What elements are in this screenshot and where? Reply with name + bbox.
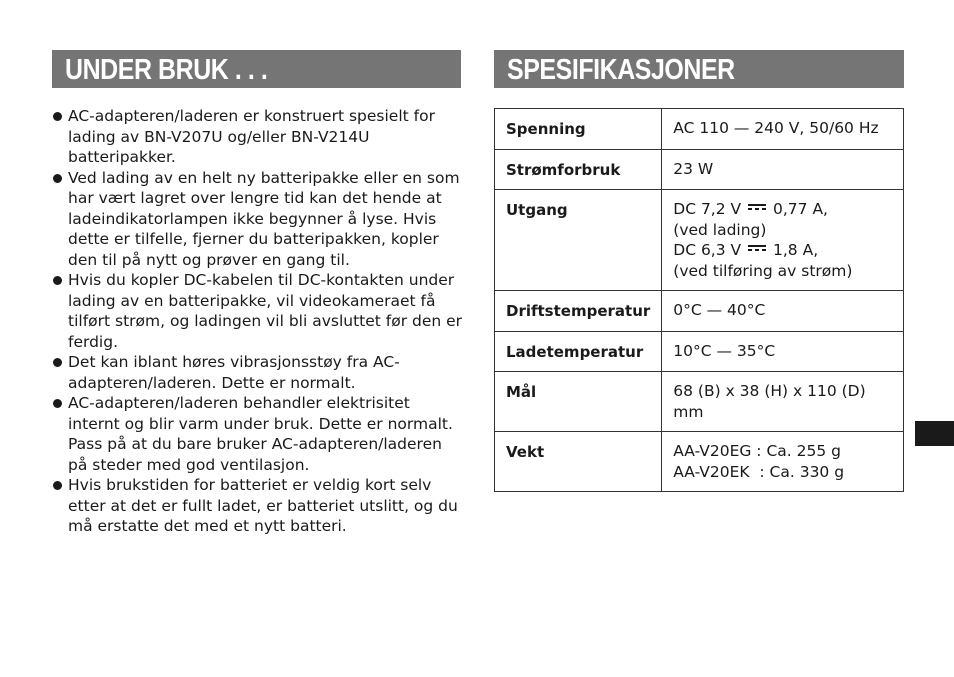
utgang-current-2: 1,8 A, — [773, 241, 819, 259]
spec-label-vekt: Vekt — [495, 432, 662, 492]
table-row — [495, 190, 904, 291]
spec-label-driftstemperatur: Driftstemperatur — [495, 291, 662, 332]
utgang-line-4: (ved tilføring av strøm) — [673, 261, 853, 280]
usage-notes-list — [52, 106, 464, 537]
vekt-line-1: AA-V20EG : Ca. 255 g — [673, 442, 841, 460]
bullet-dot-icon — [53, 399, 62, 408]
vekt-line-2: AA-V20EK : Ca. 330 g — [673, 462, 845, 481]
utgang-line-2: (ved lading) — [673, 220, 767, 239]
list-item — [52, 106, 464, 168]
utgang-line-1 — [673, 199, 892, 220]
bullet-dot-icon — [53, 481, 62, 490]
spec-label-mal: Mål — [495, 372, 662, 432]
spec-label-stromforbruk: Strømforbruk — [495, 149, 662, 190]
table-row — [495, 331, 904, 372]
table-row — [495, 432, 904, 492]
spec-value-ladetemperatur: 10°C — 35°C — [662, 331, 904, 372]
table-row — [495, 291, 904, 332]
list-item-text: Ved lading av en helt ny batteripakke eller en som har vært lagret over lengre tid kan det hende at ladeindikatorlampen ikke begynner å lyse. Hvis dette er tilfelle, fjerner du batteripakken, kopler den til på nytt og prøver en gang til. — [68, 168, 460, 269]
spec-value-vekt — [662, 432, 904, 492]
utgang-line-3 — [673, 240, 892, 261]
spec-table — [494, 108, 904, 492]
bullet-dot-icon — [53, 174, 62, 183]
bullet-dot-icon — [53, 276, 62, 285]
list-item-text: AC-adapteren/laderen behandler elektrisitet internt og blir varm under bruk. Dette er normalt. Pass på at du bare bruker AC-adapteren/laderen på steder med god ventilasjon. — [68, 394, 453, 474]
section-tab-marker — [915, 421, 954, 446]
table-row — [495, 109, 904, 150]
heading-under-bruk — [52, 50, 461, 88]
list-item — [52, 270, 464, 352]
utgang-voltage-1: DC 7,2 V — [673, 200, 742, 218]
spec-value-utgang — [662, 190, 904, 291]
spec-label-spenning: Spenning — [495, 109, 662, 150]
list-item-text: Det kan iblant høres vibrasjonsstøy fra AC-adapteren/laderen. Dette er normalt. — [68, 353, 400, 392]
list-item — [52, 168, 464, 271]
spec-value-stromforbruk: 23 W — [662, 149, 904, 190]
table-row — [495, 372, 904, 432]
bullet-dot-icon — [53, 358, 62, 367]
dc-symbol-icon — [748, 244, 766, 253]
utgang-current-1: 0,77 A, — [773, 200, 828, 218]
heading-spesifikasjoner — [494, 50, 904, 88]
spec-value-mal: 68 (B) x 38 (H) x 110 (D) mm — [662, 372, 904, 432]
list-item — [52, 352, 464, 393]
list-item-text: Hvis brukstiden for batteriet er veldig kort selv etter at det er fullt ladet, er batteriet utslitt, og du må erstatte det med et nytt batteri. — [68, 476, 458, 535]
heading-spesifikasjoner-text: SPESIFIKASJONER — [507, 54, 735, 86]
heading-under-bruk-text: UNDER BRUK . . . — [65, 54, 268, 86]
list-item-text: AC-adapteren/laderen er konstruert spesielt for lading av BN-V207U og/eller BN-V214U batteripakker. — [68, 107, 435, 166]
spec-value-spenning: AC 110 — 240 V, 50/60 Hz — [662, 109, 904, 150]
list-item — [52, 475, 464, 537]
list-item-text: Hvis du kopler DC-kabelen til DC-kontakten under lading av en batteripakke, vil videokameraet få tilført strøm, og ladingen vil bli avsluttet før den er ferdig. — [68, 271, 463, 351]
table-row — [495, 149, 904, 190]
spec-label-ladetemperatur: Ladetemperatur — [495, 331, 662, 372]
list-item — [52, 393, 464, 475]
spec-label-utgang: Utgang — [495, 190, 662, 291]
utgang-voltage-2: DC 6,3 V — [673, 241, 742, 259]
dc-symbol-icon — [748, 203, 766, 212]
spec-value-driftstemperatur: 0°C — 40°C — [662, 291, 904, 332]
bullet-dot-icon — [53, 112, 62, 121]
